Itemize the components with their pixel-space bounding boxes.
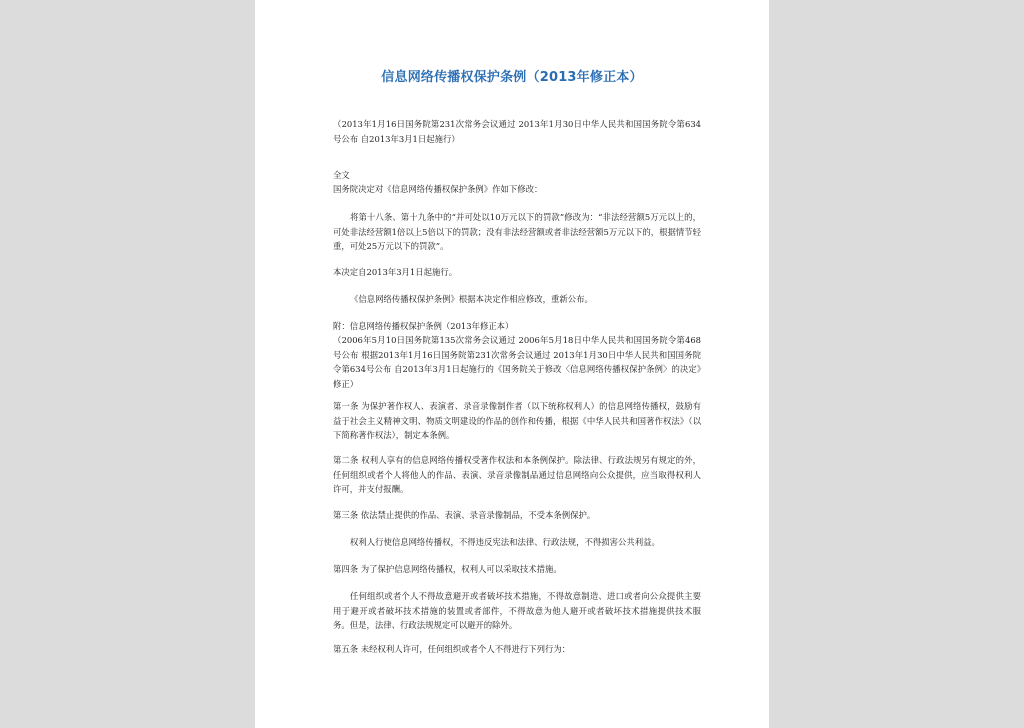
republish-paragraph: 《信息网络传播权保护条例》根据本决定作相应修改，重新公布。	[350, 294, 593, 304]
article-4-clause: 任何组织或者个人不得故意避开或者破坏技术措施，不得故意制造、进口或者向公众提供主要用于避开或者破坏技术措施的装置或者部件，不得故意为他人避开或者破坏技术措施提供技术服务。但是，法律、行政法规规定可以避开的除外。	[333, 591, 701, 631]
article-1: 第一条 为保护著作权人、表演者、录音录像制作者（以下统称权利人）的信息网络传播权，鼓励有益于社会主义精神文明、物质文明建设的作品的创作和传播，根据《中华人民共和国著作权法》（以下简称著作权法），制定本条例。	[333, 401, 701, 441]
appendix-note: （2006年5月10日国务院第135次常务会议通过 2006年5月18日中华人民共和国国务院令第468号公布 根据2013年1月16日国务院第231次常务会议通过 2013年1月30日中华人民共和国国务院令第634号公布 自2013年3月1日起施行的《国务院关于修改〈信息网络传播权保护条例〉的决定》修正）	[333, 335, 701, 389]
document-title: 信息网络传播权保护条例（2013年修正本）	[381, 70, 643, 85]
document-page	[255, 0, 769, 728]
article-2: 第二条 权利人享有的信息网络传播权受著作权法和本条例保护。除法律、行政法规另有规定的外，任何组织或者个人将他人的作品、表演、录音录像制品通过信息网络向公众提供，应当取得权利人许可，并支付报酬。	[333, 455, 701, 495]
full-text-label: 全文	[333, 170, 350, 180]
article-3: 第三条 依法禁止提供的作品、表演、录音录像制品，不受本条例保护。	[333, 510, 596, 520]
issuance-note: （2013年1月16日国务院第231次常务会议通过 2013年1月30日中华人民共和国国务院令第634号公布 自2013年3月1日起施行）	[333, 119, 701, 144]
effective-date-paragraph: 本决定自2013年3月1日起施行。	[333, 267, 458, 277]
appendix-heading: 附：信息网络传播权保护条例（2013年修正本）	[333, 321, 514, 331]
amendment-paragraph: 将第十八条、第十九条中的“并可处以10万元以下的罚款”修改为：“非法经营额5万元以上的，可处非法经营额1倍以上5倍以下的罚款；没有非法经营额或者非法经营额5万元以下的，根据情节轻重，可处25万元以下的罚款”。	[333, 212, 701, 252]
article-3-clause: 权利人行使信息网络传播权，不得违反宪法和法律、行政法规，不得损害公共利益。	[350, 537, 660, 547]
article-5: 第五条 未经权利人许可，任何组织或者个人不得进行下列行为：	[333, 644, 571, 654]
article-4: 第四条 为了保护信息网络传播权，权利人可以采取技术措施。	[333, 564, 562, 574]
decision-intro: 国务院决定对《信息网络传播权保护条例》作如下修改：	[333, 184, 543, 194]
